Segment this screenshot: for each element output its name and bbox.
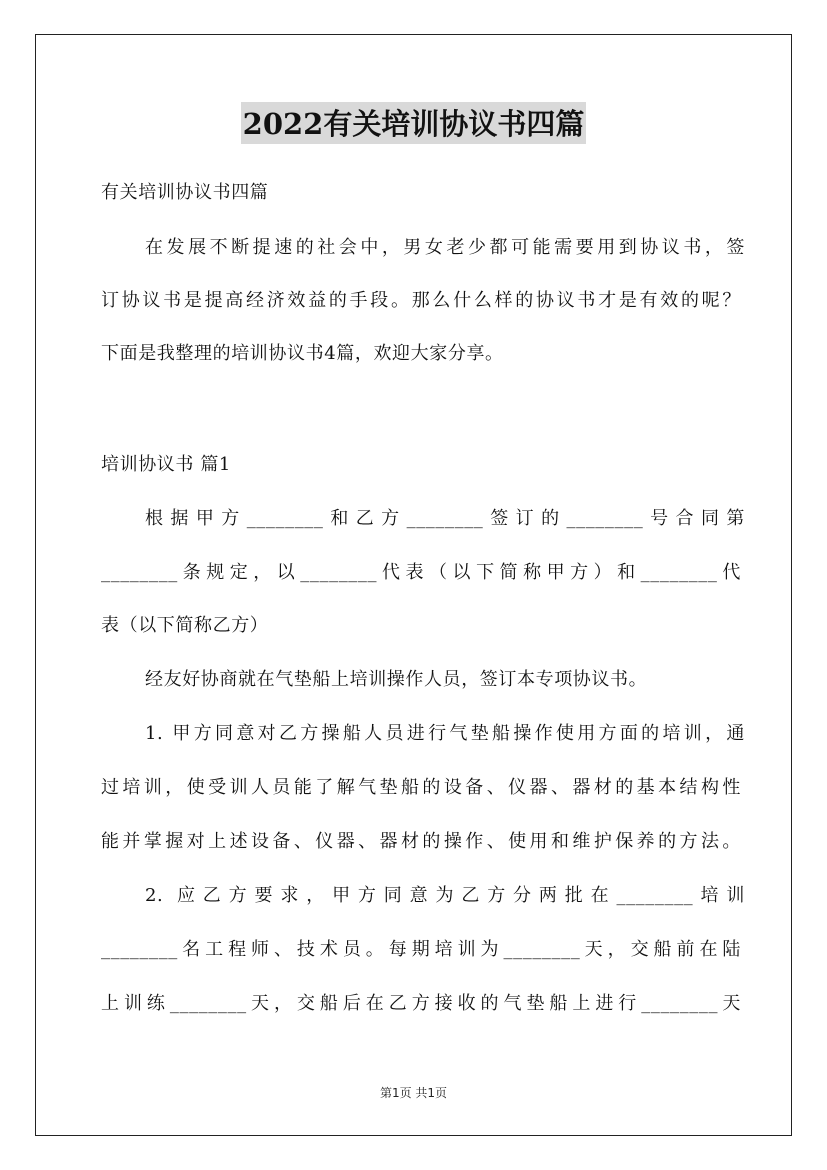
body-line-2: ________条规定，以________代表（以下简称甲方）和________代 (101, 562, 741, 583)
body-line-4: 经友好协商就在气垫船上培训操作人员，签订本专项协议书。 (145, 669, 648, 690)
body-line-1: 根据甲方________和乙方________签订的________号合同第 (145, 508, 745, 529)
subtitle-line: 有关培训协议书四篇 (101, 182, 269, 203)
clause-1-line-1: 1. 甲方同意对乙方操船人员进行气垫船操作使用方面的培训，通 (145, 723, 745, 744)
clause-1-line-2: 过培训，使受训人员能了解气垫船的设备、仪器、器材的基本结构性 (101, 777, 741, 798)
intro-line-2: 订协议书是提高经济效益的手段。那么什么样的协议书才是有效的呢？ (101, 290, 741, 311)
clause-2-line-1: 2. 应乙方要求，甲方同意为乙方分两批在________培训 (145, 885, 745, 906)
clause-1-line-3: 能并掌握对上述设备、仪器、器材的操作、使用和维护保养的方法。 (101, 831, 741, 852)
document-title: 2022有关培训协议书四篇 (241, 102, 587, 144)
body-line-3: 表（以下简称乙方） (101, 615, 269, 636)
clause-2-line-3: 上训练________天，交船后在乙方接收的气垫船上进行________天 (101, 993, 741, 1014)
intro-line-3: 下面是我整理的培训协议书4篇，欢迎大家分享。 (101, 343, 504, 364)
title-container (0, 102, 827, 144)
section-heading-1: 培训协议书 篇1 (101, 454, 231, 475)
page-footer: 第1页 共1页 (379, 1086, 448, 1100)
intro-line-1: 在发展不断提速的社会中，男女老少都可能需要用到协议书，签 (145, 237, 745, 258)
clause-2-line-2: ________名工程师、技术员。每期培训为________天，交船前在陆 (101, 939, 741, 960)
